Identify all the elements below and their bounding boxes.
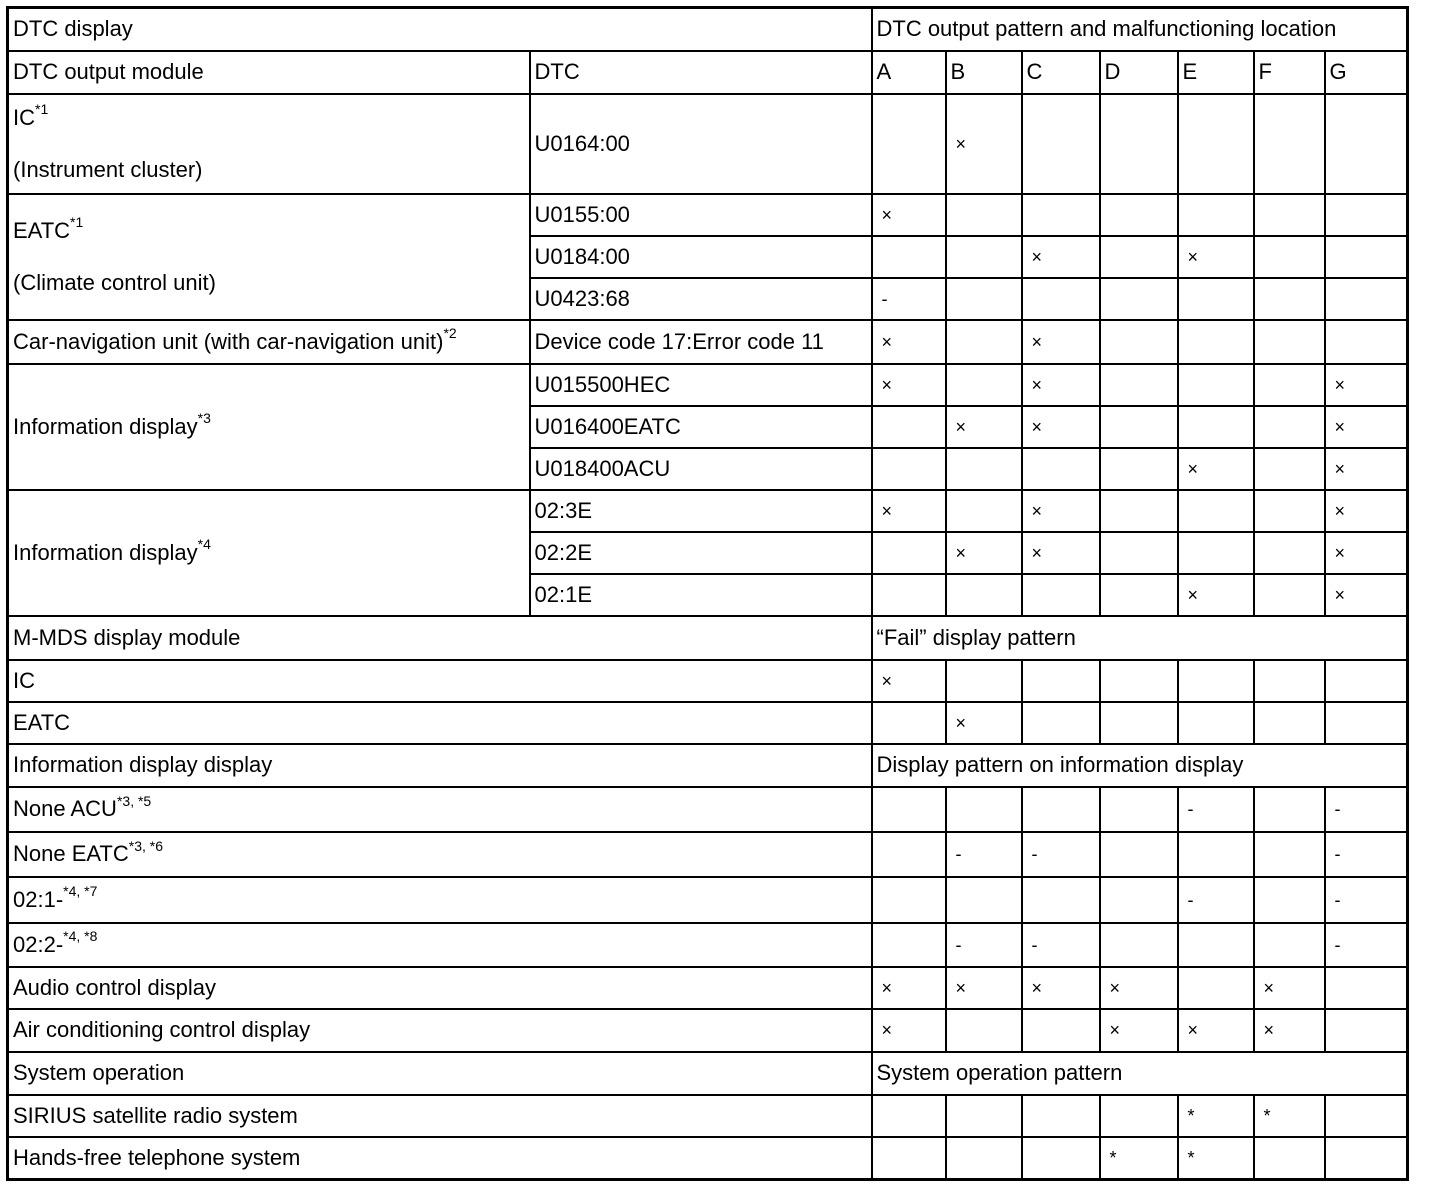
header-row-2 <box>8 51 1408 94</box>
dtc-code: U0423:68 <box>530 278 872 320</box>
mark-cell <box>1100 1095 1178 1137</box>
label-text: None EATC <box>13 841 129 866</box>
mark-cell <box>1178 278 1254 320</box>
mark-cell: × <box>1100 967 1178 1009</box>
mark-cell: - <box>1325 832 1408 877</box>
label-text: None ACU <box>13 796 117 821</box>
mark-cell <box>1022 787 1100 832</box>
dtc-code: 02:3E <box>530 490 872 532</box>
row-label: Audio control display <box>8 967 872 1009</box>
table-row <box>8 832 1408 877</box>
mark-cell <box>946 660 1022 702</box>
mark-cell <box>1178 967 1254 1009</box>
module-name: EATC <box>13 217 71 243</box>
mark-cell: - <box>946 832 1022 877</box>
mark-cell <box>1022 877 1100 923</box>
mark-cell <box>1325 94 1408 194</box>
mark-cell <box>1022 1095 1100 1137</box>
table-row <box>8 923 1408 967</box>
section-header-row <box>8 744 1408 787</box>
dtc-code: U016400EATC <box>530 406 872 448</box>
module-information-display-3 <box>8 364 530 490</box>
table-row <box>8 660 1408 702</box>
mark-cell <box>1022 194 1100 236</box>
mark-cell: * <box>1178 1137 1254 1180</box>
mark-cell <box>1100 877 1178 923</box>
mark-cell <box>1178 490 1254 532</box>
module-name: Information display <box>13 413 198 439</box>
mark-cell <box>1254 320 1325 364</box>
table-row <box>8 1137 1408 1180</box>
mark-cell <box>1022 448 1100 490</box>
row-label: Hands-free telephone system <box>8 1137 872 1180</box>
mark-cell: × <box>872 967 946 1009</box>
column-header-e: E <box>1178 51 1254 94</box>
mark-cell: × <box>1325 490 1408 532</box>
mark-cell <box>1254 364 1325 406</box>
mark-cell: × <box>1022 406 1100 448</box>
module-information-display-4 <box>8 490 530 616</box>
mark-cell: × <box>1022 364 1100 406</box>
module-subtitle: (Climate control unit) <box>13 269 216 295</box>
section-header-row <box>8 1052 1408 1095</box>
dtc-code: U0184:00 <box>530 236 872 278</box>
system-operation-pattern-header: System operation pattern <box>872 1052 1408 1095</box>
mark-cell <box>872 574 946 616</box>
mark-cell <box>1178 406 1254 448</box>
mark-cell <box>1022 94 1100 194</box>
mark-cell <box>1100 94 1178 194</box>
mark-cell <box>1178 832 1254 877</box>
mark-cell <box>946 574 1022 616</box>
mark-cell: × <box>1100 1009 1178 1052</box>
row-label <box>8 877 872 923</box>
mark-cell <box>1254 702 1325 744</box>
table-row <box>8 320 1408 364</box>
table-row <box>8 364 1408 406</box>
mark-cell: × <box>1022 532 1100 574</box>
mark-cell: × <box>1022 490 1100 532</box>
mark-cell <box>1254 532 1325 574</box>
footnote-ref: *4, *7 <box>63 883 98 900</box>
mark-cell <box>946 320 1022 364</box>
dtc-code: U0164:00 <box>530 94 872 194</box>
mark-cell: - <box>1325 923 1408 967</box>
mark-cell <box>946 1137 1022 1180</box>
module-name: Information display <box>13 539 198 565</box>
table-row <box>8 194 1408 236</box>
mark-cell: × <box>872 660 946 702</box>
mark-cell: × <box>946 94 1022 194</box>
row-label <box>8 787 872 832</box>
mark-cell <box>1100 532 1178 574</box>
dtc-output-pattern-header: DTC output pattern and malfunctioning location <box>872 8 1408 51</box>
mark-cell <box>1254 236 1325 278</box>
mark-cell: - <box>1022 832 1100 877</box>
mark-cell <box>872 702 946 744</box>
mark-cell <box>946 1095 1022 1137</box>
mark-cell <box>1325 967 1408 1009</box>
mark-cell <box>1325 236 1408 278</box>
mark-cell: × <box>872 1009 946 1052</box>
mark-cell <box>1100 787 1178 832</box>
mark-cell <box>1325 702 1408 744</box>
row-label <box>8 923 872 967</box>
mark-cell <box>1100 364 1178 406</box>
dtc-code: U018400ACU <box>530 448 872 490</box>
mark-cell <box>1254 832 1325 877</box>
table-row <box>8 787 1408 832</box>
mark-cell: * <box>1100 1137 1178 1180</box>
dtc-code: 02:1E <box>530 574 872 616</box>
mark-cell <box>1100 448 1178 490</box>
mark-cell <box>1022 1137 1100 1180</box>
mark-cell <box>872 1095 946 1137</box>
module-name: Car-navigation unit (with car-navigation unit) <box>13 328 444 354</box>
mark-cell: * <box>1254 1095 1325 1137</box>
module-name: IC <box>13 104 35 130</box>
mark-cell <box>1178 194 1254 236</box>
system-operation-header: System operation <box>8 1052 872 1095</box>
mark-cell: * <box>1178 1095 1254 1137</box>
mark-cell: × <box>1254 1009 1325 1052</box>
mark-cell: × <box>1178 236 1254 278</box>
mark-cell <box>1178 532 1254 574</box>
mark-cell <box>1178 320 1254 364</box>
mark-cell: × <box>946 967 1022 1009</box>
mark-cell: - <box>1022 923 1100 967</box>
mark-cell: × <box>872 364 946 406</box>
mark-cell: × <box>872 490 946 532</box>
footnote-ref: *2 <box>443 325 457 342</box>
mark-cell <box>1254 406 1325 448</box>
fail-pattern-header: “Fail” display pattern <box>872 616 1408 660</box>
mark-cell <box>1022 574 1100 616</box>
mark-cell <box>1254 877 1325 923</box>
mark-cell <box>872 923 946 967</box>
mark-cell <box>1100 236 1178 278</box>
column-header-g: G <box>1325 51 1408 94</box>
mark-cell <box>1100 194 1178 236</box>
column-header-f: F <box>1254 51 1325 94</box>
mark-cell <box>1022 702 1100 744</box>
mark-cell: - <box>1178 787 1254 832</box>
footnote-ref: *4, *8 <box>63 928 98 945</box>
mark-cell <box>1254 490 1325 532</box>
mark-cell: × <box>1325 364 1408 406</box>
row-label <box>8 832 872 877</box>
dtc-output-module-header: DTC output module <box>8 51 530 94</box>
dtc-code: U0155:00 <box>530 194 872 236</box>
mark-cell <box>1178 364 1254 406</box>
mark-cell <box>1325 1137 1408 1180</box>
mark-cell <box>1022 278 1100 320</box>
module-ic <box>8 94 530 194</box>
mark-cell <box>1022 660 1100 702</box>
footnote-ref: *4 <box>197 536 211 553</box>
table-row <box>8 1095 1408 1137</box>
table-row <box>8 490 1408 532</box>
table-row <box>8 877 1408 923</box>
mark-cell <box>872 236 946 278</box>
mark-cell <box>1178 660 1254 702</box>
mark-cell <box>872 1137 946 1180</box>
mark-cell <box>872 94 946 194</box>
mark-cell <box>1254 660 1325 702</box>
mark-cell: × <box>1325 406 1408 448</box>
mark-cell: × <box>872 194 946 236</box>
mark-cell <box>1178 702 1254 744</box>
mark-cell <box>872 877 946 923</box>
mark-cell: × <box>1022 236 1100 278</box>
mark-cell <box>1325 278 1408 320</box>
mark-cell: × <box>946 532 1022 574</box>
mark-cell <box>1100 660 1178 702</box>
row-label: Air conditioning control display <box>8 1009 872 1052</box>
mark-cell <box>1254 448 1325 490</box>
table-row <box>8 702 1408 744</box>
mark-cell <box>872 406 946 448</box>
table-row <box>8 94 1408 194</box>
label-text: 02:1- <box>13 886 64 912</box>
mark-cell: × <box>1254 967 1325 1009</box>
footnote-ref: *3, *5 <box>116 792 152 809</box>
mark-cell <box>946 448 1022 490</box>
column-header-a: A <box>872 51 946 94</box>
mark-cell <box>946 278 1022 320</box>
table-row <box>8 967 1408 1009</box>
module-eatc <box>8 194 530 320</box>
footnote-ref: *1 <box>70 214 84 231</box>
header-row-1 <box>8 8 1408 51</box>
mark-cell <box>1178 94 1254 194</box>
mark-cell: - <box>946 923 1022 967</box>
mark-cell <box>1100 278 1178 320</box>
dtc-table <box>6 6 1409 1181</box>
dtc-code: U015500HEC <box>530 364 872 406</box>
mark-cell <box>1100 832 1178 877</box>
mark-cell <box>872 787 946 832</box>
mark-cell <box>872 832 946 877</box>
mark-cell <box>1254 194 1325 236</box>
mark-cell: × <box>946 702 1022 744</box>
mark-cell <box>1254 787 1325 832</box>
mark-cell <box>1022 1009 1100 1052</box>
mark-cell: - <box>1325 787 1408 832</box>
dtc-header: DTC <box>530 51 872 94</box>
mmds-header: M-MDS display module <box>8 616 872 660</box>
mark-cell <box>946 194 1022 236</box>
mark-cell: × <box>872 320 946 364</box>
mark-cell <box>1325 320 1408 364</box>
mark-cell: × <box>1325 532 1408 574</box>
mark-cell <box>1100 923 1178 967</box>
footnote-ref: *1 <box>35 101 49 118</box>
section-header-row <box>8 616 1408 660</box>
column-header-b: B <box>946 51 1022 94</box>
row-label: IC <box>8 660 872 702</box>
mark-cell <box>1254 278 1325 320</box>
mark-cell: - <box>1178 877 1254 923</box>
mark-cell <box>1100 490 1178 532</box>
row-label: SIRIUS satellite radio system <box>8 1095 872 1137</box>
dtc-code: Device code 17:Error code 11 <box>530 320 872 364</box>
column-header-c: C <box>1022 51 1100 94</box>
mark-cell <box>1254 574 1325 616</box>
dtc-display-header: DTC display <box>8 8 872 51</box>
mark-cell <box>946 787 1022 832</box>
row-label: EATC <box>8 702 872 744</box>
label-text: 02:2- <box>13 931 64 957</box>
module-car-navigation <box>8 320 530 364</box>
mark-cell <box>1254 94 1325 194</box>
mark-cell <box>1178 923 1254 967</box>
mark-cell <box>1325 1009 1408 1052</box>
mark-cell <box>946 877 1022 923</box>
info-display-header: Information display display <box>8 744 872 787</box>
mark-cell: × <box>1178 448 1254 490</box>
mark-cell: × <box>1022 320 1100 364</box>
mark-cell: × <box>946 406 1022 448</box>
footnote-ref: *3 <box>197 410 211 427</box>
mark-cell <box>1100 406 1178 448</box>
mark-cell <box>1254 923 1325 967</box>
mark-cell <box>946 364 1022 406</box>
mark-cell: - <box>1325 877 1408 923</box>
mark-cell <box>946 490 1022 532</box>
mark-cell <box>1325 660 1408 702</box>
mark-cell <box>946 236 1022 278</box>
mark-cell <box>872 532 946 574</box>
column-header-d: D <box>1100 51 1178 94</box>
mark-cell: × <box>1178 574 1254 616</box>
mark-cell: × <box>1325 574 1408 616</box>
mark-cell <box>1100 574 1178 616</box>
module-subtitle: (Instrument cluster) <box>13 156 203 182</box>
mark-cell <box>1254 1137 1325 1180</box>
mark-cell <box>1325 1095 1408 1137</box>
mark-cell: - <box>872 278 946 320</box>
mark-cell <box>1100 702 1178 744</box>
mark-cell: × <box>1178 1009 1254 1052</box>
mark-cell <box>1325 194 1408 236</box>
mark-cell <box>946 1009 1022 1052</box>
dtc-code: 02:2E <box>530 532 872 574</box>
table-row <box>8 1009 1408 1052</box>
info-display-pattern-header: Display pattern on information display <box>872 744 1408 787</box>
mark-cell <box>1100 320 1178 364</box>
mark-cell <box>872 448 946 490</box>
mark-cell: × <box>1022 967 1100 1009</box>
footnote-ref: *3, *6 <box>128 837 163 854</box>
mark-cell: × <box>1325 448 1408 490</box>
